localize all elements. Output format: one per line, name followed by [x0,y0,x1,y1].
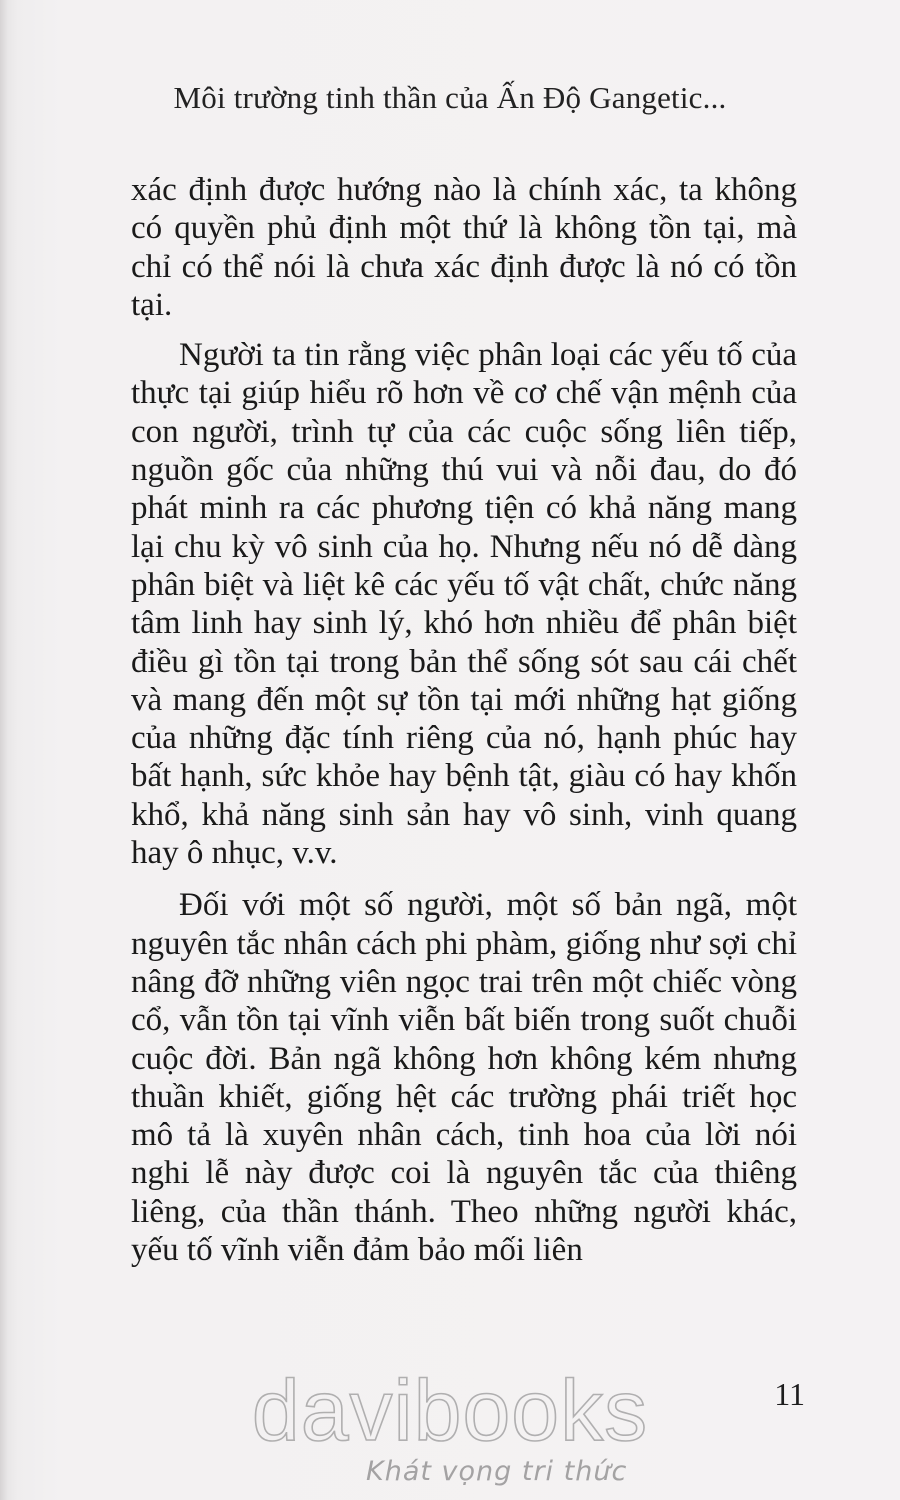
paragraph: Đối với một số người, một số bản ngã, một nguyên tắc nhân cách phi phàm, giống như sợi chỉ nâng đỡ những viên ngọc trai trên một chiếc vòng cổ, vẫn tồn tại vĩnh viễn bất biến trong suốt chuỗi cuộc đời. Bản ngã không hơn không kém nhưng thuần khiết, giống hệt các trường phái triết học mô tả là xuyên nhân cách, tinh hoa của lời nói nghi lễ này được coi là nguyên tắc của thiêng liêng, của thần thánh. Theo những người khác, yếu tố vĩnh viễn đảm bảo mối liên [131,887,797,1269]
paragraph-continuation: xác định được hướng nào là chính xác, ta không có quyền phủ định một thứ là không tồn tại, mà chỉ có thể nói là chưa xác định được là nó có tồn tại. [131,172,797,323]
watermark-tagline: Khát vọng tri thức [366,1456,628,1487]
paragraph: Người ta tin rằng việc phân loại các yếu tố của thực tại giúp hiểu rõ hơn về cơ chế vận mệnh của con người, trình tự của các cuộc sống liên tiếp, nguồn gốc của những thú vui và nỗi đau, do đó phát minh ra các phương tiện có khả năng mang lại chu kỳ vô sinh của họ. Nhưng nếu nó dễ dàng phân biệt và liệt kê các yếu tố vật chất, chức năng tâm linh hay sinh lý, khó hơn nhiều để phân biệt điều gì tồn tại trong bản thể sống sót sau cái chết và mang đến một sự tồn tại mới những hạt giống của những đặc tính riêng của nó, hạnh phúc hay bất hạnh, sức khỏe hay bệnh tật, giàu có hay khốn khổ, khả năng sinh sản hay vô sinh, vinh quang hay ô nhục, v.v. [131,337,797,872]
page-gutter-edge [0,0,8,1500]
watermark-logo: davibooks [251,1363,649,1459]
body-text [131,171,797,1269]
running-header-title: Môi trường tinh thần của Ấn Độ Gangetic... [173,80,727,115]
page-number: 11 [774,1376,805,1412]
